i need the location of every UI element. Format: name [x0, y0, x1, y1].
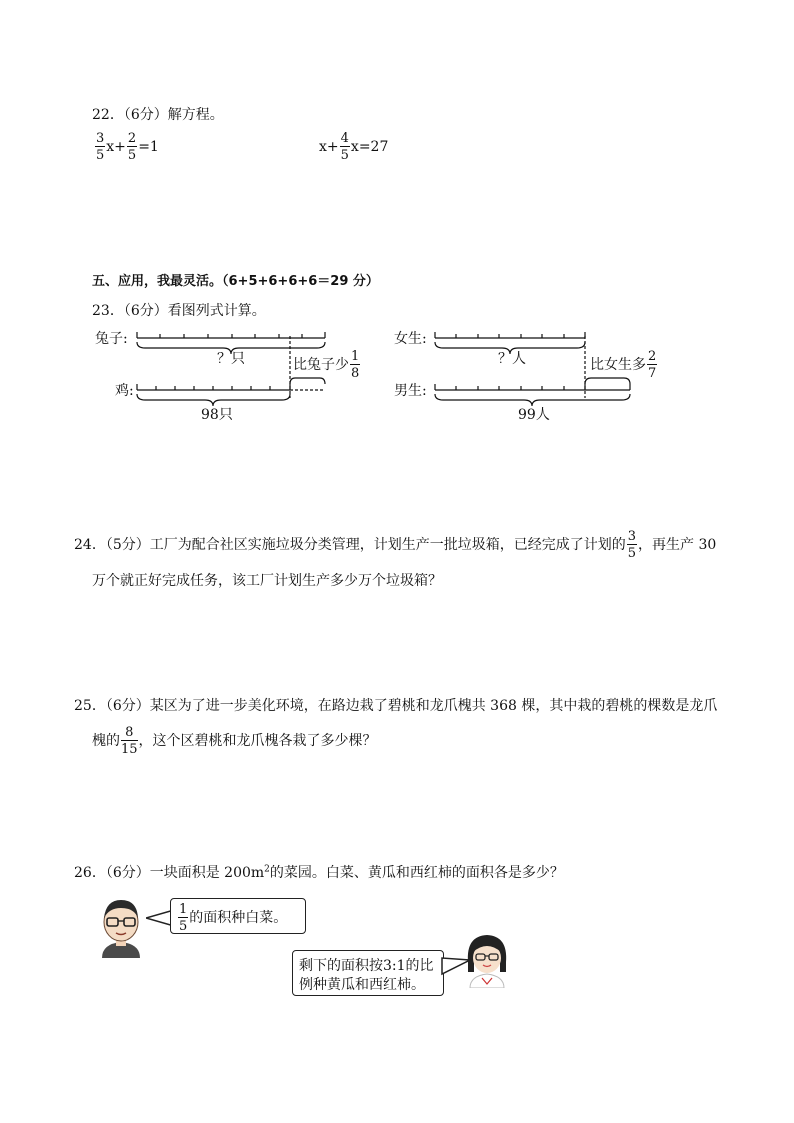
numerator: 2 [127, 131, 137, 146]
q25-line-2 [92, 726, 377, 756]
numerator: 8 [121, 726, 138, 741]
q26-title [74, 862, 564, 882]
segment-diagram-girls-boys [390, 326, 665, 424]
q24-text: 24．（5分）工厂为配合社区实施垃圾分类管理，计划生产一批垃圾箱，已经完成了计划的 [74, 537, 626, 553]
q24-line-2: 万个就正好完成任务，该工厂计划生产多少万个垃圾箱？ [92, 573, 442, 589]
compare-label [293, 350, 361, 380]
q24-line-1 [74, 530, 716, 560]
q23-title: 23．（6分）看图列式计算。 [92, 303, 266, 319]
row-label-chicken: 鸡: [115, 383, 134, 399]
section-title: 五、应用，我最灵活。（6+5+6+6+6＝29 分） [92, 274, 379, 289]
compare-text: 比女生多 [590, 357, 646, 373]
denominator: 15 [121, 742, 138, 757]
fraction [627, 530, 637, 560]
denominator: 5 [96, 148, 105, 163]
q22-title: 22．（6分）解方程。 [92, 107, 224, 123]
denominator: 5 [179, 919, 188, 934]
row-label-girls: 女生: [394, 331, 427, 347]
brace-label-chicken: 98只 [201, 407, 233, 423]
numerator: 1 [351, 349, 360, 364]
brace-label-girls: ？人 [498, 351, 526, 367]
eq-text: x=27 [350, 139, 389, 155]
fraction [178, 903, 188, 933]
row-label-boys: 男生: [394, 383, 427, 399]
fraction [127, 132, 137, 162]
compare-text: 比兔子少 [293, 357, 349, 373]
brace-label-boys: 99人 [518, 407, 550, 423]
fraction [340, 132, 350, 162]
q26-illustration [94, 892, 514, 1000]
numerator: 1 [179, 902, 188, 917]
speech-bubble-boy [170, 898, 306, 934]
q24-text: ，再生产 30 [638, 537, 717, 553]
bubble-sentence: 的面积种白菜。 [189, 910, 288, 926]
bubble-text [177, 903, 287, 933]
q25-line-1: 25．（6分）某区为了进一步美化环境，在路边栽了碧桃和龙爪槐共 368 棵，其中栽的碧桃的棵数是龙爪 [74, 698, 718, 714]
segment-diagram-rabbit-chicken [95, 326, 360, 424]
girl-avatar-icon [464, 932, 510, 988]
q26-text: 的菜园。白菜、黄瓜和西红柿的面积各是多少？ [269, 865, 564, 881]
brace-label-rabbit: ？只 [217, 351, 245, 367]
boy-avatar-icon [96, 896, 146, 958]
q22-equation-1 [94, 132, 159, 162]
eq-text: =1 [138, 139, 159, 155]
speech-bubble-girl [292, 950, 444, 996]
compare-label [590, 350, 658, 380]
superscript: 2 [264, 864, 270, 875]
bubble-line-2: 例种黄瓜和西红柿。 [299, 977, 425, 993]
numerator: 3 [627, 529, 637, 544]
numerator: 2 [648, 349, 657, 364]
q25-text: ，这个区碧桃和龙爪槐各栽了多少棵？ [138, 733, 377, 749]
bubble-line-1: 剩下的面积按3:1的比 [299, 958, 434, 974]
fraction [647, 350, 657, 380]
numerator: 3 [96, 131, 105, 146]
fraction [121, 726, 138, 756]
row-label-rabbit: 兔子: [95, 331, 128, 347]
denominator: 5 [340, 148, 349, 163]
q22-equation-2 [319, 132, 388, 162]
numerator: 4 [340, 131, 349, 146]
denominator: 5 [127, 148, 137, 163]
denominator: 7 [648, 366, 657, 381]
eq-text: x+ [319, 139, 339, 155]
denominator: 5 [627, 546, 637, 561]
q25-text: 槐的 [92, 733, 120, 749]
q26-text: 26．（6分）一块面积是 200m [74, 865, 265, 881]
fraction [350, 350, 360, 380]
fraction [95, 132, 105, 162]
denominator: 8 [351, 366, 360, 381]
eq-text: x+ [106, 139, 126, 155]
